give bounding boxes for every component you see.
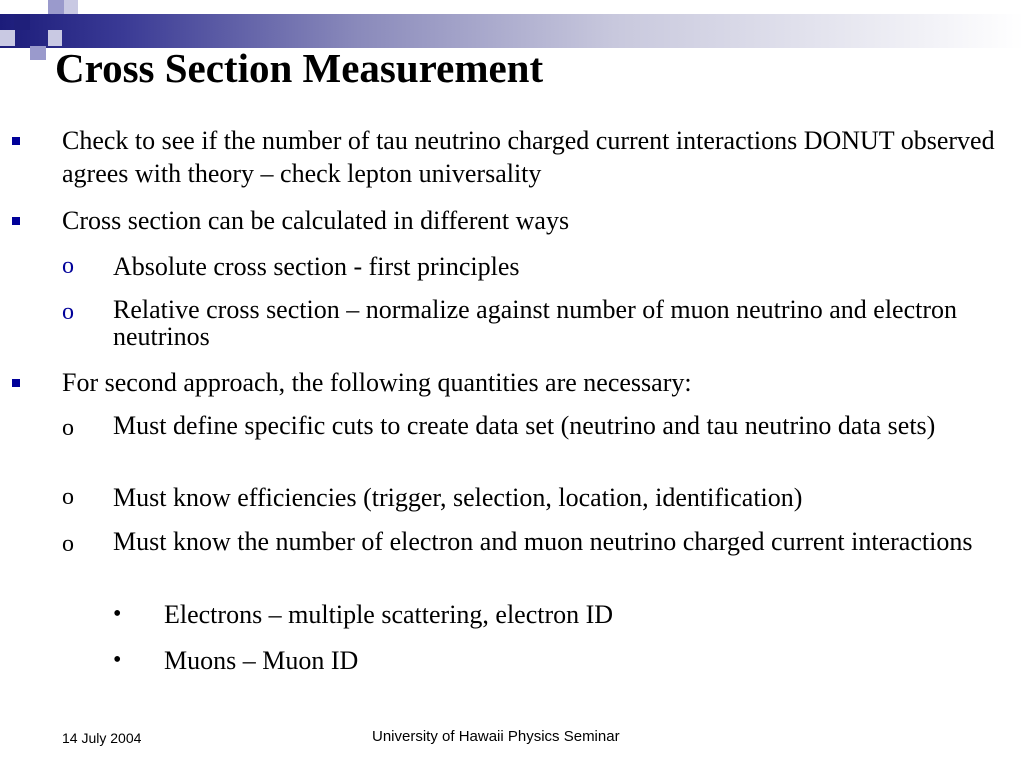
slide-title: Cross Section Measurement: [55, 45, 544, 91]
dot-bullet-icon: •: [113, 601, 122, 627]
sub-sub-bullet-text: Electrons – multiple scattering, electron ID: [164, 600, 614, 629]
circle-bullet-icon: o: [62, 415, 74, 441]
square-bullet-icon: [12, 217, 20, 225]
sub-bullet-text: Absolute cross section - first principles: [113, 252, 520, 281]
dot-bullet-icon: •: [113, 647, 122, 673]
square-bullet-icon: [12, 137, 20, 145]
sub-bullet-text: Relative cross section – normalize against number of muon neutrino and electron neutrinos: [113, 295, 958, 351]
bullet-text: Check to see if the number of tau neutrino charged current interactions DONUT observed agrees with theory – check lepton universality: [62, 126, 995, 188]
header-square-decoration: [48, 0, 64, 14]
sub-sub-bullet-text: Muons – Muon ID: [164, 646, 359, 675]
sub-bullet-text: Must define specific cuts to create data set (neutrino and tau neutrino data sets): [113, 411, 936, 440]
header-square-decoration: [30, 46, 46, 60]
square-bullet-icon: [12, 379, 20, 387]
header-square-decoration: [0, 30, 15, 46]
header-square-decoration: [14, 14, 30, 30]
footer-title: University of Hawaii Physics Seminar: [372, 728, 620, 745]
circle-bullet-icon: o: [62, 484, 74, 510]
sub-bullet-text: Must know efficiencies (trigger, selection, location, identification): [113, 483, 803, 512]
circle-bullet-icon: o: [62, 299, 74, 325]
bullet-text: Cross section can be calculated in different ways: [62, 206, 570, 235]
circle-bullet-icon: o: [62, 531, 74, 557]
header-gradient-bar: [0, 14, 1024, 48]
footer-date: 14 July 2004: [62, 730, 142, 746]
header-square-decoration: [64, 0, 78, 14]
sub-bullet-text: Must know the number of electron and muon neutrino charged current interactions: [113, 527, 973, 556]
circle-bullet-icon: o: [62, 253, 74, 279]
bullet-text: For second approach, the following quantities are necessary:: [62, 368, 692, 397]
